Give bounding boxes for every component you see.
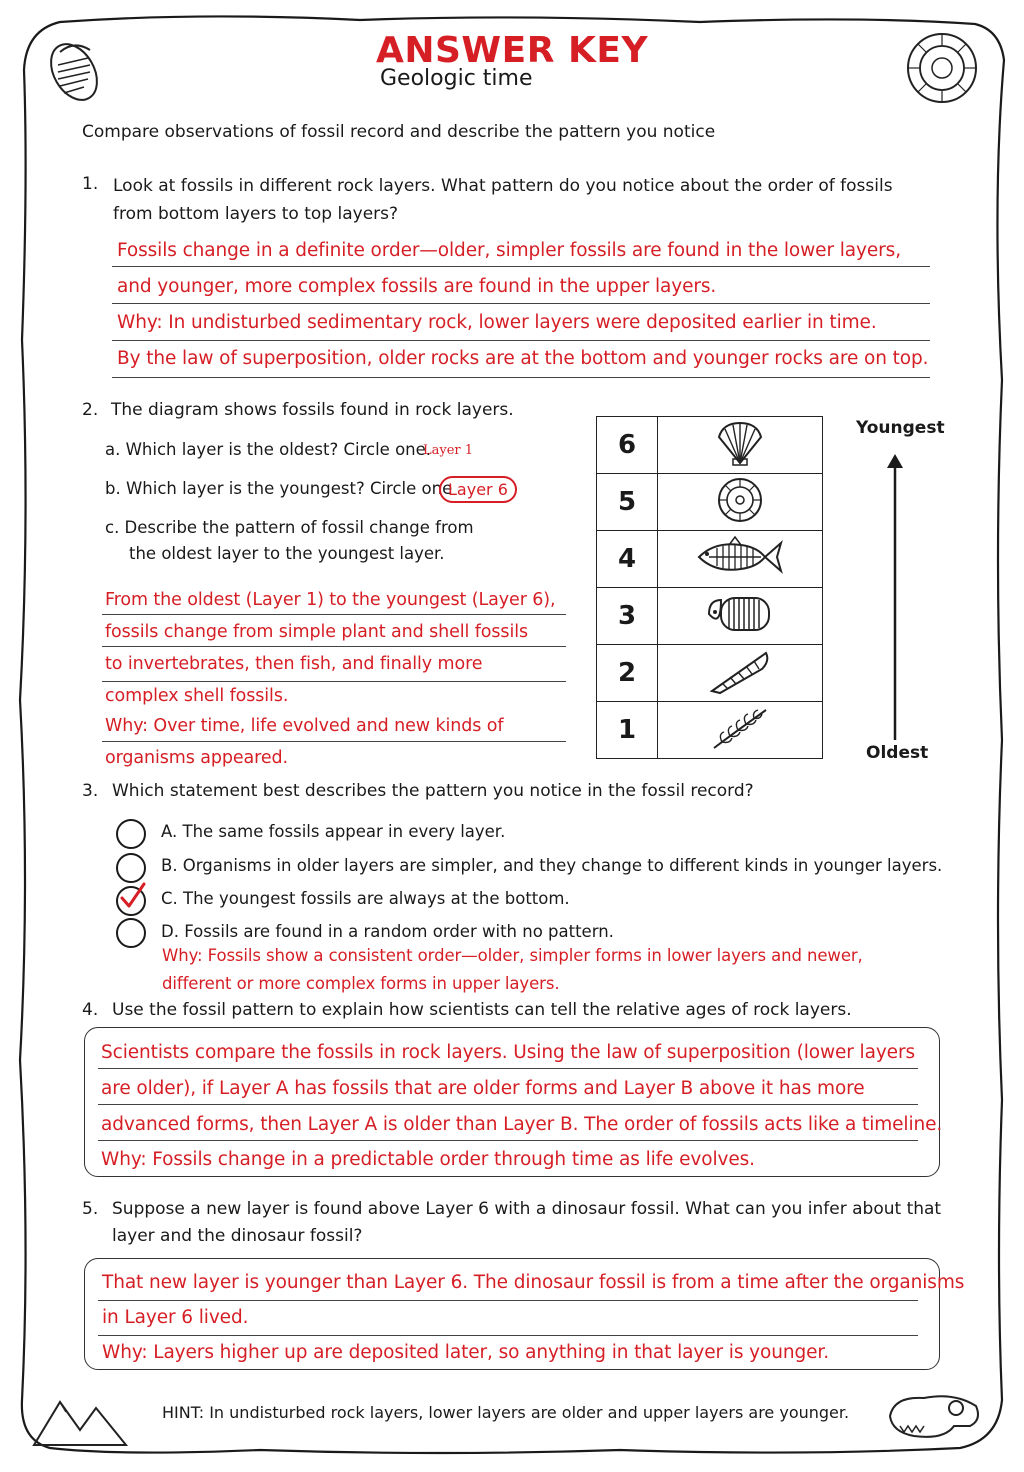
- q2b-answer: Layer 6: [439, 476, 517, 503]
- fish-skeleton-icon: [695, 535, 785, 579]
- option-a-label: A. The same fossils appear in every layer.: [161, 822, 506, 841]
- q2-answer-line3: to invertebrates, then fish, and finally more: [105, 654, 483, 674]
- option-a-radio[interactable]: [116, 819, 146, 849]
- q2-line4: [102, 741, 566, 742]
- q5-line1: [98, 1300, 918, 1301]
- q2-line3: [102, 681, 566, 682]
- fern-icon: [708, 704, 772, 752]
- q5-text-line2: layer and the dinosaur fossil?: [112, 1226, 363, 1246]
- q4-answer-line1: Scientists compare the fossils in rock layers. Using the law of superposition (lower layers: [101, 1042, 915, 1063]
- q1-line1: [112, 266, 930, 267]
- youngest-label: Youngest: [856, 418, 945, 438]
- q5-answer-line3: Why: Layers higher up are deposited later, so anything in that layer is younger.: [102, 1342, 829, 1363]
- option-b-radio[interactable]: [116, 853, 146, 883]
- rock-layers-diagram: [596, 416, 823, 759]
- q1-line2: [112, 303, 930, 304]
- q2-answer-line5: Why: Over time, life evolved and new kinds of: [105, 716, 504, 736]
- spiral-shell-icon: [708, 647, 772, 695]
- q1-answer-line2: and younger, more complex fossils are found in the upper layers.: [117, 276, 717, 297]
- layer-row-4: [597, 531, 823, 588]
- q2a-answer: Layer 1: [423, 443, 474, 458]
- hint-text: HINT: In undisturbed rock layers, lower layers are older and upper layers are younger.: [162, 1403, 850, 1422]
- q2c-text-line2: the oldest layer to the youngest layer.: [129, 544, 445, 563]
- q1-line4: [112, 377, 930, 378]
- q4-answer-line3: advanced forms, then Layer A is older than Layer B. The order of fossils acts like a timeline.: [101, 1114, 943, 1135]
- q2-answer-line2: fossils change from simple plant and shell fossils: [105, 622, 528, 642]
- intro-instruction: Compare observations of fossil record and describe the pattern you notice: [82, 122, 716, 142]
- q1-answer-line4: By the law of superposition, older rocks are at the bottom and younger rocks are on top.: [117, 348, 929, 369]
- layer-number: 6: [597, 417, 658, 474]
- q4-line1: [98, 1068, 918, 1069]
- q4-answer-line2: are older), if Layer A has fossils that are older forms and Layer B above it has more: [101, 1078, 865, 1099]
- layer-row-1: [597, 702, 823, 759]
- q5-answer-line2: in Layer 6 lived.: [102, 1307, 249, 1328]
- q5-text-line1: Suppose a new layer is found above Layer 6 with a dinosaur fossil. What can you infer about that: [112, 1199, 942, 1219]
- layer-number: 3: [597, 588, 658, 645]
- q5-answer-line1: That new layer is younger than Layer 6. The dinosaur fossil is from a time after the organisms: [102, 1272, 965, 1293]
- mountains-icon: [30, 1390, 130, 1450]
- q2c-text-line1: c. Describe the pattern of fossil change from: [105, 518, 474, 537]
- page-title: ANSWER KEY: [375, 30, 649, 71]
- q1-line3: [112, 340, 930, 341]
- layer-row-2: [597, 645, 823, 702]
- q2-number: 2.: [82, 400, 99, 420]
- q4-line3: [98, 1140, 918, 1141]
- q1-answer-line1: Fossils change in a definite order—older, simpler fossils are found in the lower layers,: [117, 240, 901, 261]
- layer-row-3: [597, 588, 823, 645]
- q2-line1: [102, 614, 566, 615]
- layer-number: 5: [597, 474, 658, 531]
- q3-text: Which statement best describes the pattern you notice in the fossil record?: [112, 781, 754, 801]
- option-c-label: C. The youngest fossils are always at the bottom.: [161, 889, 570, 908]
- q4-line2: [98, 1104, 918, 1105]
- page-subtitle: Geologic time: [380, 66, 533, 91]
- oldest-label: Oldest: [866, 743, 929, 763]
- layer-row-5: [597, 474, 823, 531]
- q3-number: 3.: [82, 781, 99, 801]
- dinosaur-skull-icon: [884, 1386, 984, 1448]
- option-b-label: B. Organisms in older layers are simpler, and they change to different kinds in younger layers.: [161, 856, 943, 875]
- ammonite-icon: [715, 476, 765, 524]
- q1-answer-line3: Why: In undisturbed sedimentary rock, lower layers were deposited earlier in time.: [117, 312, 877, 333]
- layer-number: 1: [597, 702, 658, 759]
- q1-number: 1.: [82, 174, 99, 194]
- trilobite-icon: [703, 592, 777, 636]
- layer-number: 4: [597, 531, 658, 588]
- time-arrow: [884, 452, 906, 742]
- layer-row-6: [597, 417, 823, 474]
- layer-number: 2: [597, 645, 658, 702]
- q2-answer-line6: organisms appeared.: [105, 748, 289, 768]
- q2b-text: b. Which layer is the youngest? Circle one: [105, 479, 453, 498]
- q1-text-line1: Look at fossils in different rock layers. What pattern do you notice about the order of fossils: [113, 176, 893, 196]
- q2-line2: [102, 646, 566, 647]
- check-mark-icon: [114, 880, 148, 914]
- q4-number: 4.: [82, 1000, 99, 1020]
- q2-text: The diagram shows fossils found in rock layers.: [111, 400, 514, 420]
- q4-text: Use the fossil pattern to explain how scientists can tell the relative ages of rock layers.: [112, 1000, 852, 1020]
- q5-number: 5.: [82, 1199, 99, 1219]
- q1-text-line2: from bottom layers to top layers?: [113, 204, 399, 224]
- q5-line2: [98, 1335, 918, 1336]
- q4-answer-line4: Why: Fossils change in a predictable order through time as life evolves.: [101, 1149, 755, 1170]
- option-d-label: D. Fossils are found in a random order with no pattern.: [161, 922, 614, 941]
- option-d-radio[interactable]: [116, 918, 146, 948]
- scallop-shell-icon: [713, 419, 767, 467]
- q2-answer-line4: complex shell fossils.: [105, 686, 289, 706]
- q3-why-line1: Why: Fossils show a consistent order—older, simpler forms in lower layers and newer,: [162, 946, 863, 965]
- q2-answer-line1: From the oldest (Layer 1) to the youngest (Layer 6),: [105, 590, 556, 610]
- q3-why-line2: different or more complex forms in upper layers.: [162, 974, 560, 993]
- q2a-text: a. Which layer is the oldest? Circle one.: [105, 440, 432, 459]
